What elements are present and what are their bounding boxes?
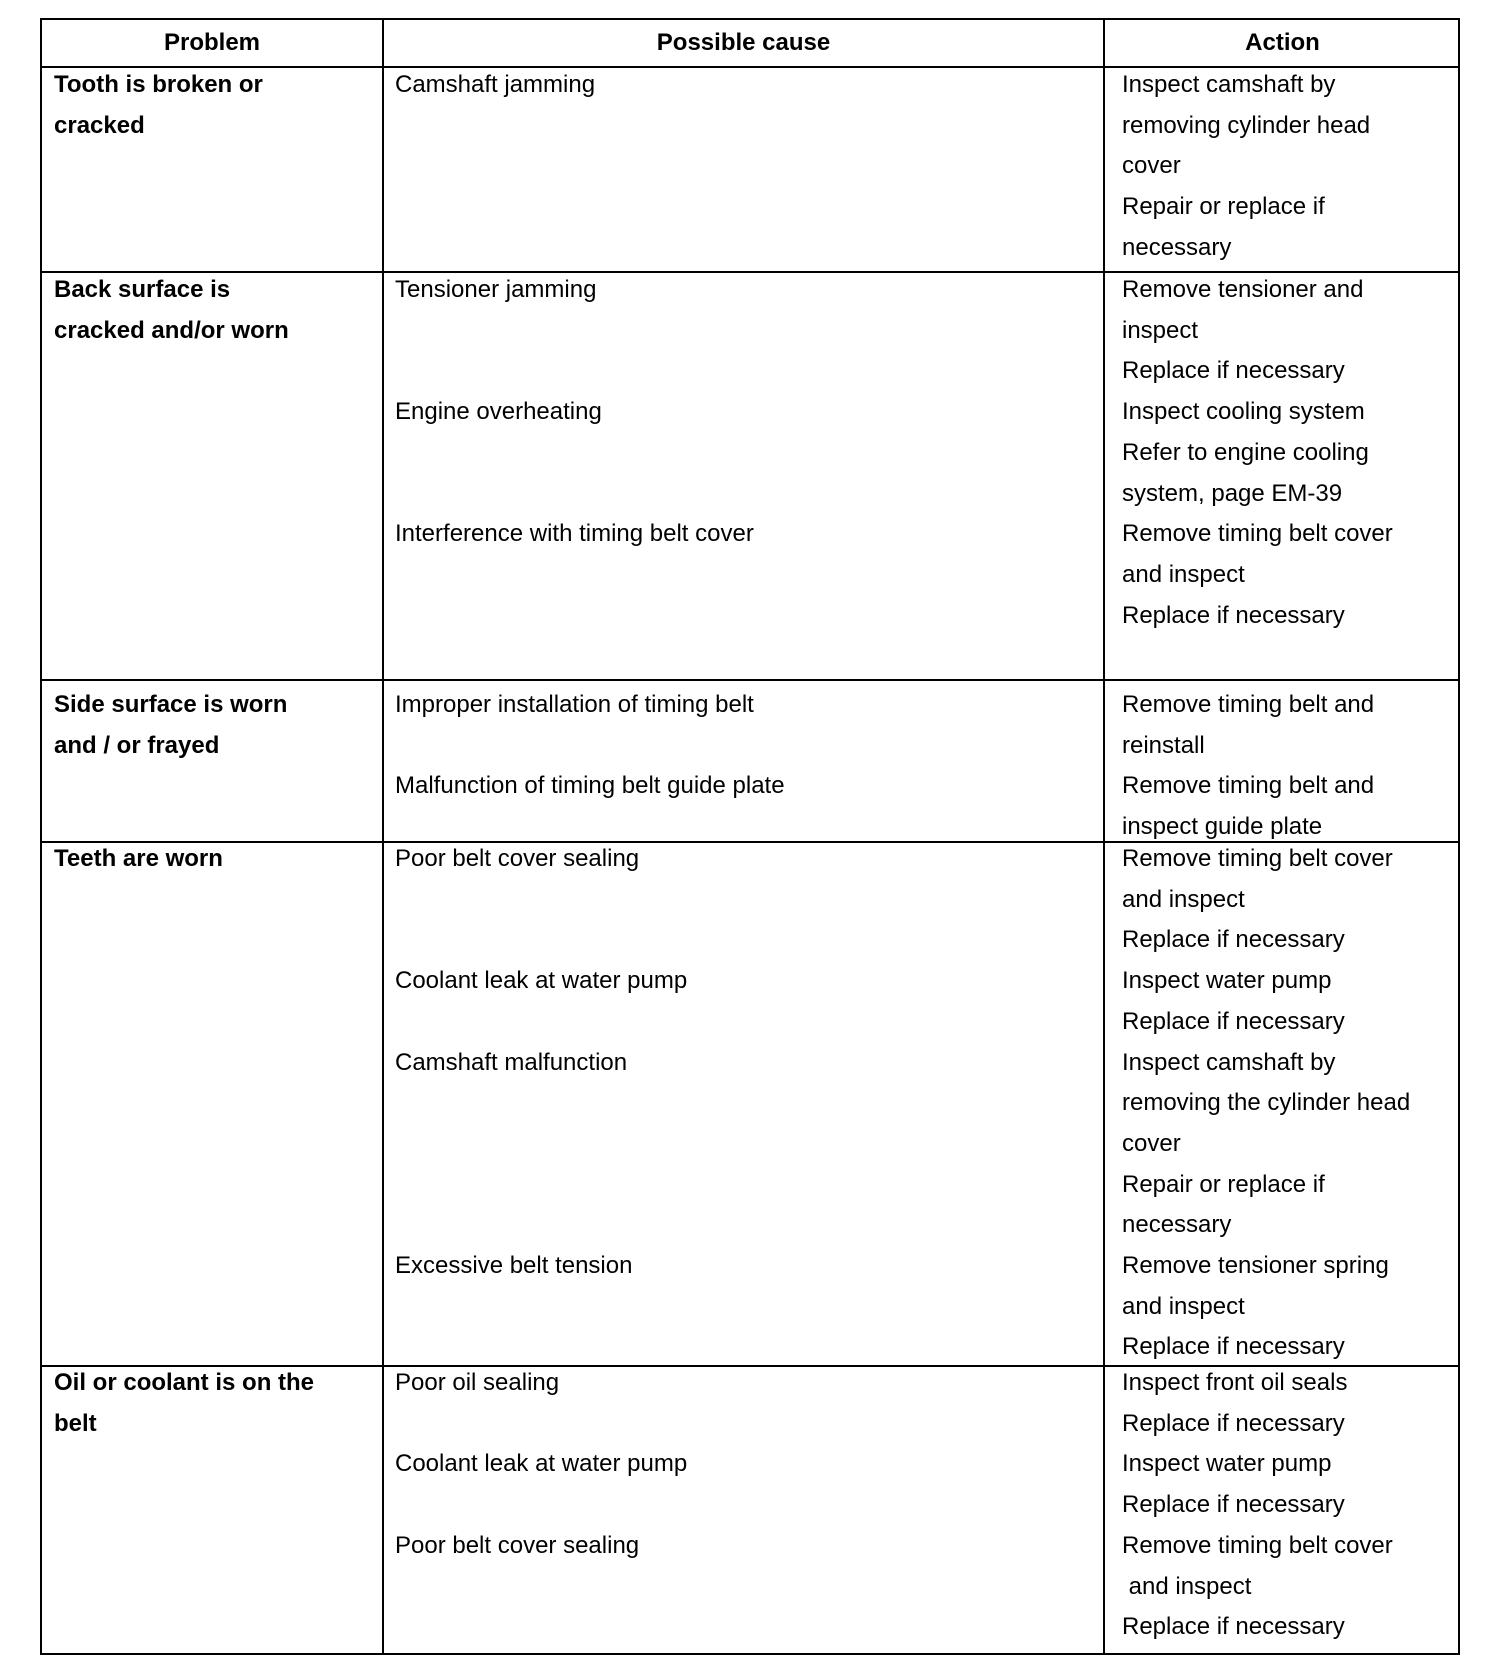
cause-text: [395, 726, 1095, 767]
problem-text: Side surface is worn: [54, 691, 288, 718]
problem-cell: [54, 685, 374, 766]
cause-cell: [395, 839, 1095, 1287]
action-text: removing cylinder head: [1122, 111, 1371, 139]
cause-cell: [395, 685, 1095, 807]
cause-cell: [395, 65, 1095, 106]
cause-text: [395, 311, 1095, 352]
cause-text: Coolant leak at water pump: [395, 1450, 688, 1478]
cause-text: Interference with timing belt cover: [395, 520, 754, 548]
cause-text: [395, 1165, 1095, 1206]
action-text: Replace if necessary: [1122, 1333, 1345, 1361]
cause-text: [395, 1083, 1095, 1124]
table-row: [42, 1367, 1458, 1655]
cause-text: [395, 1485, 1095, 1526]
action-text: and inspect: [1122, 1572, 1252, 1600]
cause-text: Excessive belt tension: [395, 1252, 633, 1280]
cause-text: [395, 474, 1095, 515]
action-text: removing the cylinder head: [1122, 1089, 1411, 1117]
action-cell: [1122, 1363, 1452, 1648]
action-text: Remove timing belt and: [1122, 691, 1375, 718]
action-text: Inspect camshaft by: [1122, 1048, 1336, 1076]
action-text: Remove timing belt and: [1122, 772, 1375, 800]
cause-text: [395, 351, 1095, 392]
cause-text: Malfunction of timing belt guide plate: [395, 772, 785, 800]
problem-cell: [54, 839, 374, 880]
action-text: Replace if necessary: [1122, 601, 1345, 629]
action-text: necessary: [1122, 233, 1232, 261]
action-text: necessary: [1122, 1211, 1232, 1239]
action-text: Replace if necessary: [1122, 357, 1345, 385]
problem-text: Teeth are worn: [54, 845, 223, 872]
action-text: inspect: [1122, 316, 1199, 344]
action-cell: [1122, 839, 1452, 1368]
cause-text: Improper installation of timing belt: [395, 691, 754, 718]
action-text: Repair or replace if: [1122, 1170, 1325, 1198]
header-action: Action: [1245, 29, 1320, 56]
cause-text: Engine overheating: [395, 398, 602, 426]
action-text: Remove timing belt cover: [1122, 1531, 1393, 1559]
troubleshooting-table: [40, 18, 1460, 1655]
table-row: [42, 68, 1458, 273]
cause-text: Camshaft jamming: [395, 71, 596, 98]
action-text: Replace if necessary: [1122, 1007, 1345, 1035]
action-text: Replace if necessary: [1122, 1613, 1345, 1641]
action-text: Remove tensioner spring: [1122, 1252, 1389, 1280]
problem-text: Back surface is: [54, 276, 231, 303]
action-text: Inspect camshaft by: [1122, 71, 1336, 98]
cause-text: [395, 1404, 1095, 1445]
cause-text: [395, 1124, 1095, 1165]
action-text: and inspect: [1122, 560, 1245, 588]
action-text: Remove timing belt cover: [1122, 520, 1393, 548]
cause-text: Tensioner jamming: [395, 276, 597, 303]
action-text: Replace if necessary: [1122, 1491, 1345, 1519]
action-text: Inspect water pump: [1122, 1450, 1332, 1478]
action-text: Repair or replace if: [1122, 193, 1325, 221]
table-header-row: [42, 20, 1458, 68]
action-text: Replace if necessary: [1122, 1409, 1345, 1437]
cause-text: Camshaft malfunction: [395, 1048, 628, 1076]
cause-text: Poor belt cover sealing: [395, 1531, 640, 1559]
action-text: Remove timing belt cover: [1122, 845, 1393, 872]
cause-cell: [395, 270, 1095, 555]
action-text: and inspect: [1122, 1292, 1245, 1320]
cause-text: [395, 433, 1095, 474]
header-problem: Problem: [163, 29, 261, 56]
problem-text: cracked and/or worn: [54, 316, 289, 344]
problem-text: Tooth is broken or: [54, 71, 263, 98]
cause-text: Coolant leak at water pump: [395, 967, 688, 995]
cause-text: [395, 1002, 1095, 1043]
action-text: Refer to engine cooling: [1122, 438, 1369, 466]
problem-text: belt: [54, 1409, 97, 1437]
problem-cell: [54, 1363, 374, 1444]
action-text: reinstall: [1122, 731, 1205, 759]
cause-text: Poor belt cover sealing: [395, 845, 640, 872]
cause-cell: [395, 1363, 1095, 1567]
problem-cell: [54, 65, 374, 146]
problem-cell: [54, 270, 374, 351]
table-row: [42, 843, 1458, 1367]
action-text: Inspect water pump: [1122, 967, 1332, 995]
action-text: system, page EM-39: [1122, 479, 1343, 507]
problem-text: and / or frayed: [54, 731, 220, 759]
action-text: inspect guide plate: [1122, 813, 1323, 841]
action-cell: [1122, 270, 1452, 636]
cause-text: [395, 1205, 1095, 1246]
problem-text: Oil or coolant is on the: [54, 1369, 315, 1396]
action-text: cover: [1122, 1129, 1181, 1157]
problem-text: cracked: [54, 111, 145, 139]
cause-text: Poor oil sealing: [395, 1369, 560, 1396]
table-row: [42, 681, 1458, 843]
action-text: Inspect front oil seals: [1122, 1369, 1348, 1396]
action-cell: [1122, 685, 1452, 848]
action-text: Remove tensioner and: [1122, 276, 1364, 303]
cause-text: [395, 880, 1095, 921]
table-row: [42, 273, 1458, 681]
action-text: Replace if necessary: [1122, 926, 1345, 954]
header-possible-cause: Possible cause: [656, 29, 831, 56]
action-text: cover: [1122, 152, 1181, 180]
action-cell: [1122, 65, 1452, 269]
action-text: Inspect cooling system: [1122, 398, 1365, 426]
action-text: and inspect: [1122, 885, 1245, 913]
cause-text: [395, 920, 1095, 961]
